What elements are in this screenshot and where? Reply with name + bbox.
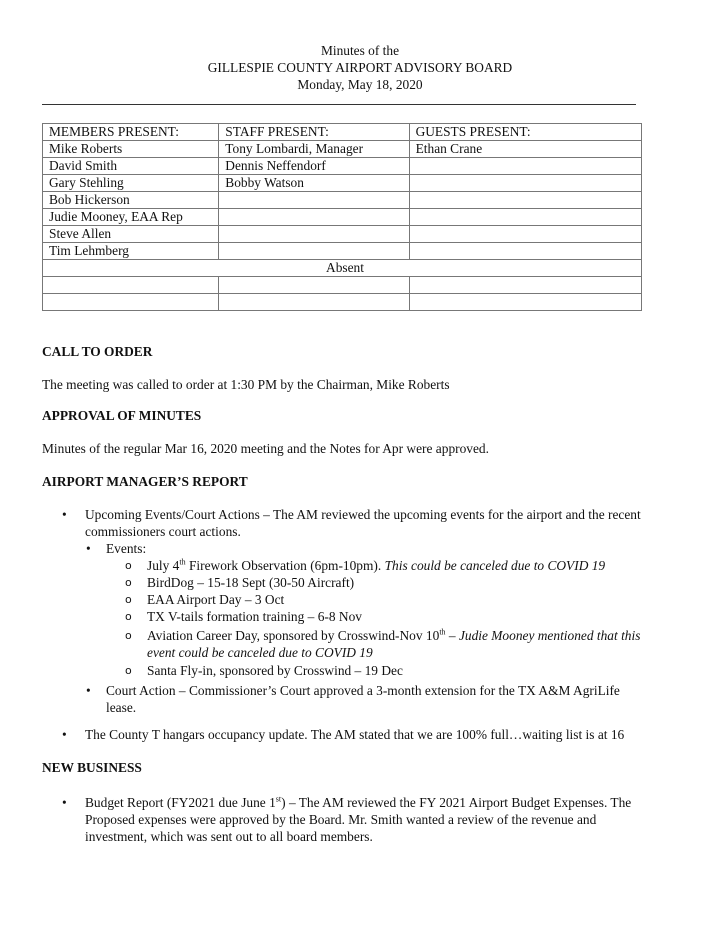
bullet-icon: • bbox=[62, 507, 67, 522]
table-cell bbox=[219, 243, 409, 260]
list-item bbox=[62, 726, 682, 743]
court-action-line1: Court Action – Commissioner’s Court approved a 3-month extension for the TX A&M AgriLife bbox=[106, 683, 620, 698]
bullet-icon: • bbox=[62, 727, 67, 742]
events-label: Events: bbox=[106, 541, 147, 556]
list-item bbox=[86, 682, 686, 716]
list-item bbox=[86, 540, 686, 557]
upcoming-events-line1: Upcoming Events/Court Actions – The AM reviewed the upcoming events for the airport and the recent bbox=[85, 507, 641, 522]
table-cell: Mike Roberts bbox=[43, 141, 219, 158]
table-row bbox=[43, 209, 642, 226]
event-item: o TX V-tails formation training – 6-8 Nov bbox=[125, 609, 362, 624]
call-to-order-heading: CALL TO ORDER bbox=[42, 344, 153, 359]
board-name: GILLESPIE COUNTY AIRPORT ADVISORY BOARD bbox=[207, 60, 513, 75]
header-divider bbox=[42, 104, 636, 105]
new-business-heading: NEW BUSINESS bbox=[42, 760, 142, 775]
header-line-1: Minutes of the bbox=[320, 43, 400, 58]
table-cell: Tony Lombardi, Manager bbox=[219, 141, 409, 158]
table-row bbox=[43, 175, 642, 192]
list-item: • Budget Report (FY2021 due June 1st) – The AM reviewed the FY 2021 Airport Budget Expenses. The Proposed expenses were approved by the Board. Mr. Smith wanted a review of the revenue and investment, which was sent out to all board members. bbox=[62, 794, 632, 844]
bullet-icon: • bbox=[62, 795, 67, 810]
event-item: o BirdDog – 15-18 Sept (30-50 Aircraft) bbox=[125, 575, 355, 590]
table-cell: David Smith bbox=[43, 158, 219, 175]
table-cell: Gary Stehling bbox=[43, 175, 219, 192]
table-row bbox=[43, 158, 642, 175]
table-cell bbox=[219, 226, 409, 243]
table-cell: Ethan Crane bbox=[409, 141, 641, 158]
table-row bbox=[43, 226, 642, 243]
column-header: MEMBERS PRESENT: bbox=[43, 124, 219, 141]
bullet-icon: • bbox=[86, 541, 91, 556]
event-item: o July 4th Firework Observation (6pm-10pm). This could be canceled due to COVID 19 bbox=[125, 557, 606, 573]
sub-bullet-icon: o bbox=[125, 559, 132, 572]
table-cell: Dennis Neffendorf bbox=[219, 158, 409, 175]
sub-bullet-icon: o bbox=[125, 576, 132, 589]
table-cell bbox=[219, 192, 409, 209]
table-cell bbox=[409, 226, 641, 243]
absent-row bbox=[43, 260, 642, 277]
absent-label: Absent bbox=[43, 260, 642, 277]
table-cell bbox=[409, 192, 641, 209]
sub-bullet-icon: o bbox=[125, 593, 132, 606]
table-cell bbox=[409, 243, 641, 260]
table-cell: Steve Allen bbox=[43, 226, 219, 243]
event-item: o EAA Airport Day – 3 Oct bbox=[125, 592, 285, 607]
table-cell bbox=[409, 158, 641, 175]
list-item bbox=[62, 506, 682, 540]
table-cell bbox=[409, 175, 641, 192]
table-cell bbox=[409, 209, 641, 226]
table-cell: Bobby Watson bbox=[219, 175, 409, 192]
meeting-date: Monday, May 18, 2020 bbox=[297, 77, 423, 92]
manager-report-heading: AIRPORT MANAGER’S REPORT bbox=[42, 474, 248, 489]
blank-row bbox=[43, 277, 642, 294]
event-item: o Aviation Career Day, sponsored by Crosswind-Nov 10th – Judie Mooney mentioned that this event could be canceled due to COVID 19 bbox=[125, 627, 641, 660]
column-header: GUESTS PRESENT: bbox=[409, 124, 641, 141]
table-row bbox=[43, 141, 642, 158]
event-item: o Santa Fly-in, sponsored by Crosswind – 19 Dec bbox=[125, 663, 403, 678]
hangar-update: The County T hangars occupancy update. The AM stated that we are 100% full…waiting list is at 16 bbox=[85, 727, 625, 742]
table-cell bbox=[219, 209, 409, 226]
approval-text: Minutes of the regular Mar 16, 2020 meeting and the Notes for Apr were approved. bbox=[42, 441, 489, 456]
column-header: STAFF PRESENT: bbox=[219, 124, 409, 141]
call-to-order-text: The meeting was called to order at 1:30 PM by the Chairman, Mike Roberts bbox=[42, 377, 450, 392]
blank-row bbox=[43, 294, 642, 311]
table-cell: Tim Lehmberg bbox=[43, 243, 219, 260]
table-row bbox=[43, 243, 642, 260]
sub-bullet-icon: o bbox=[125, 610, 132, 623]
table-cell: Bob Hickerson bbox=[43, 192, 219, 209]
bullet-icon: • bbox=[86, 683, 91, 698]
table-cell: Judie Mooney, EAA Rep bbox=[43, 209, 219, 226]
attendance-table bbox=[42, 123, 642, 311]
approval-heading: APPROVAL OF MINUTES bbox=[42, 408, 202, 423]
sub-bullet-icon: o bbox=[125, 629, 132, 642]
court-action-line2: lease. bbox=[106, 700, 137, 715]
attendance-header-row bbox=[43, 124, 642, 141]
upcoming-events-line2: commissioners court actions. bbox=[85, 524, 241, 539]
table-row bbox=[43, 192, 642, 209]
sub-bullet-icon: o bbox=[125, 664, 132, 677]
